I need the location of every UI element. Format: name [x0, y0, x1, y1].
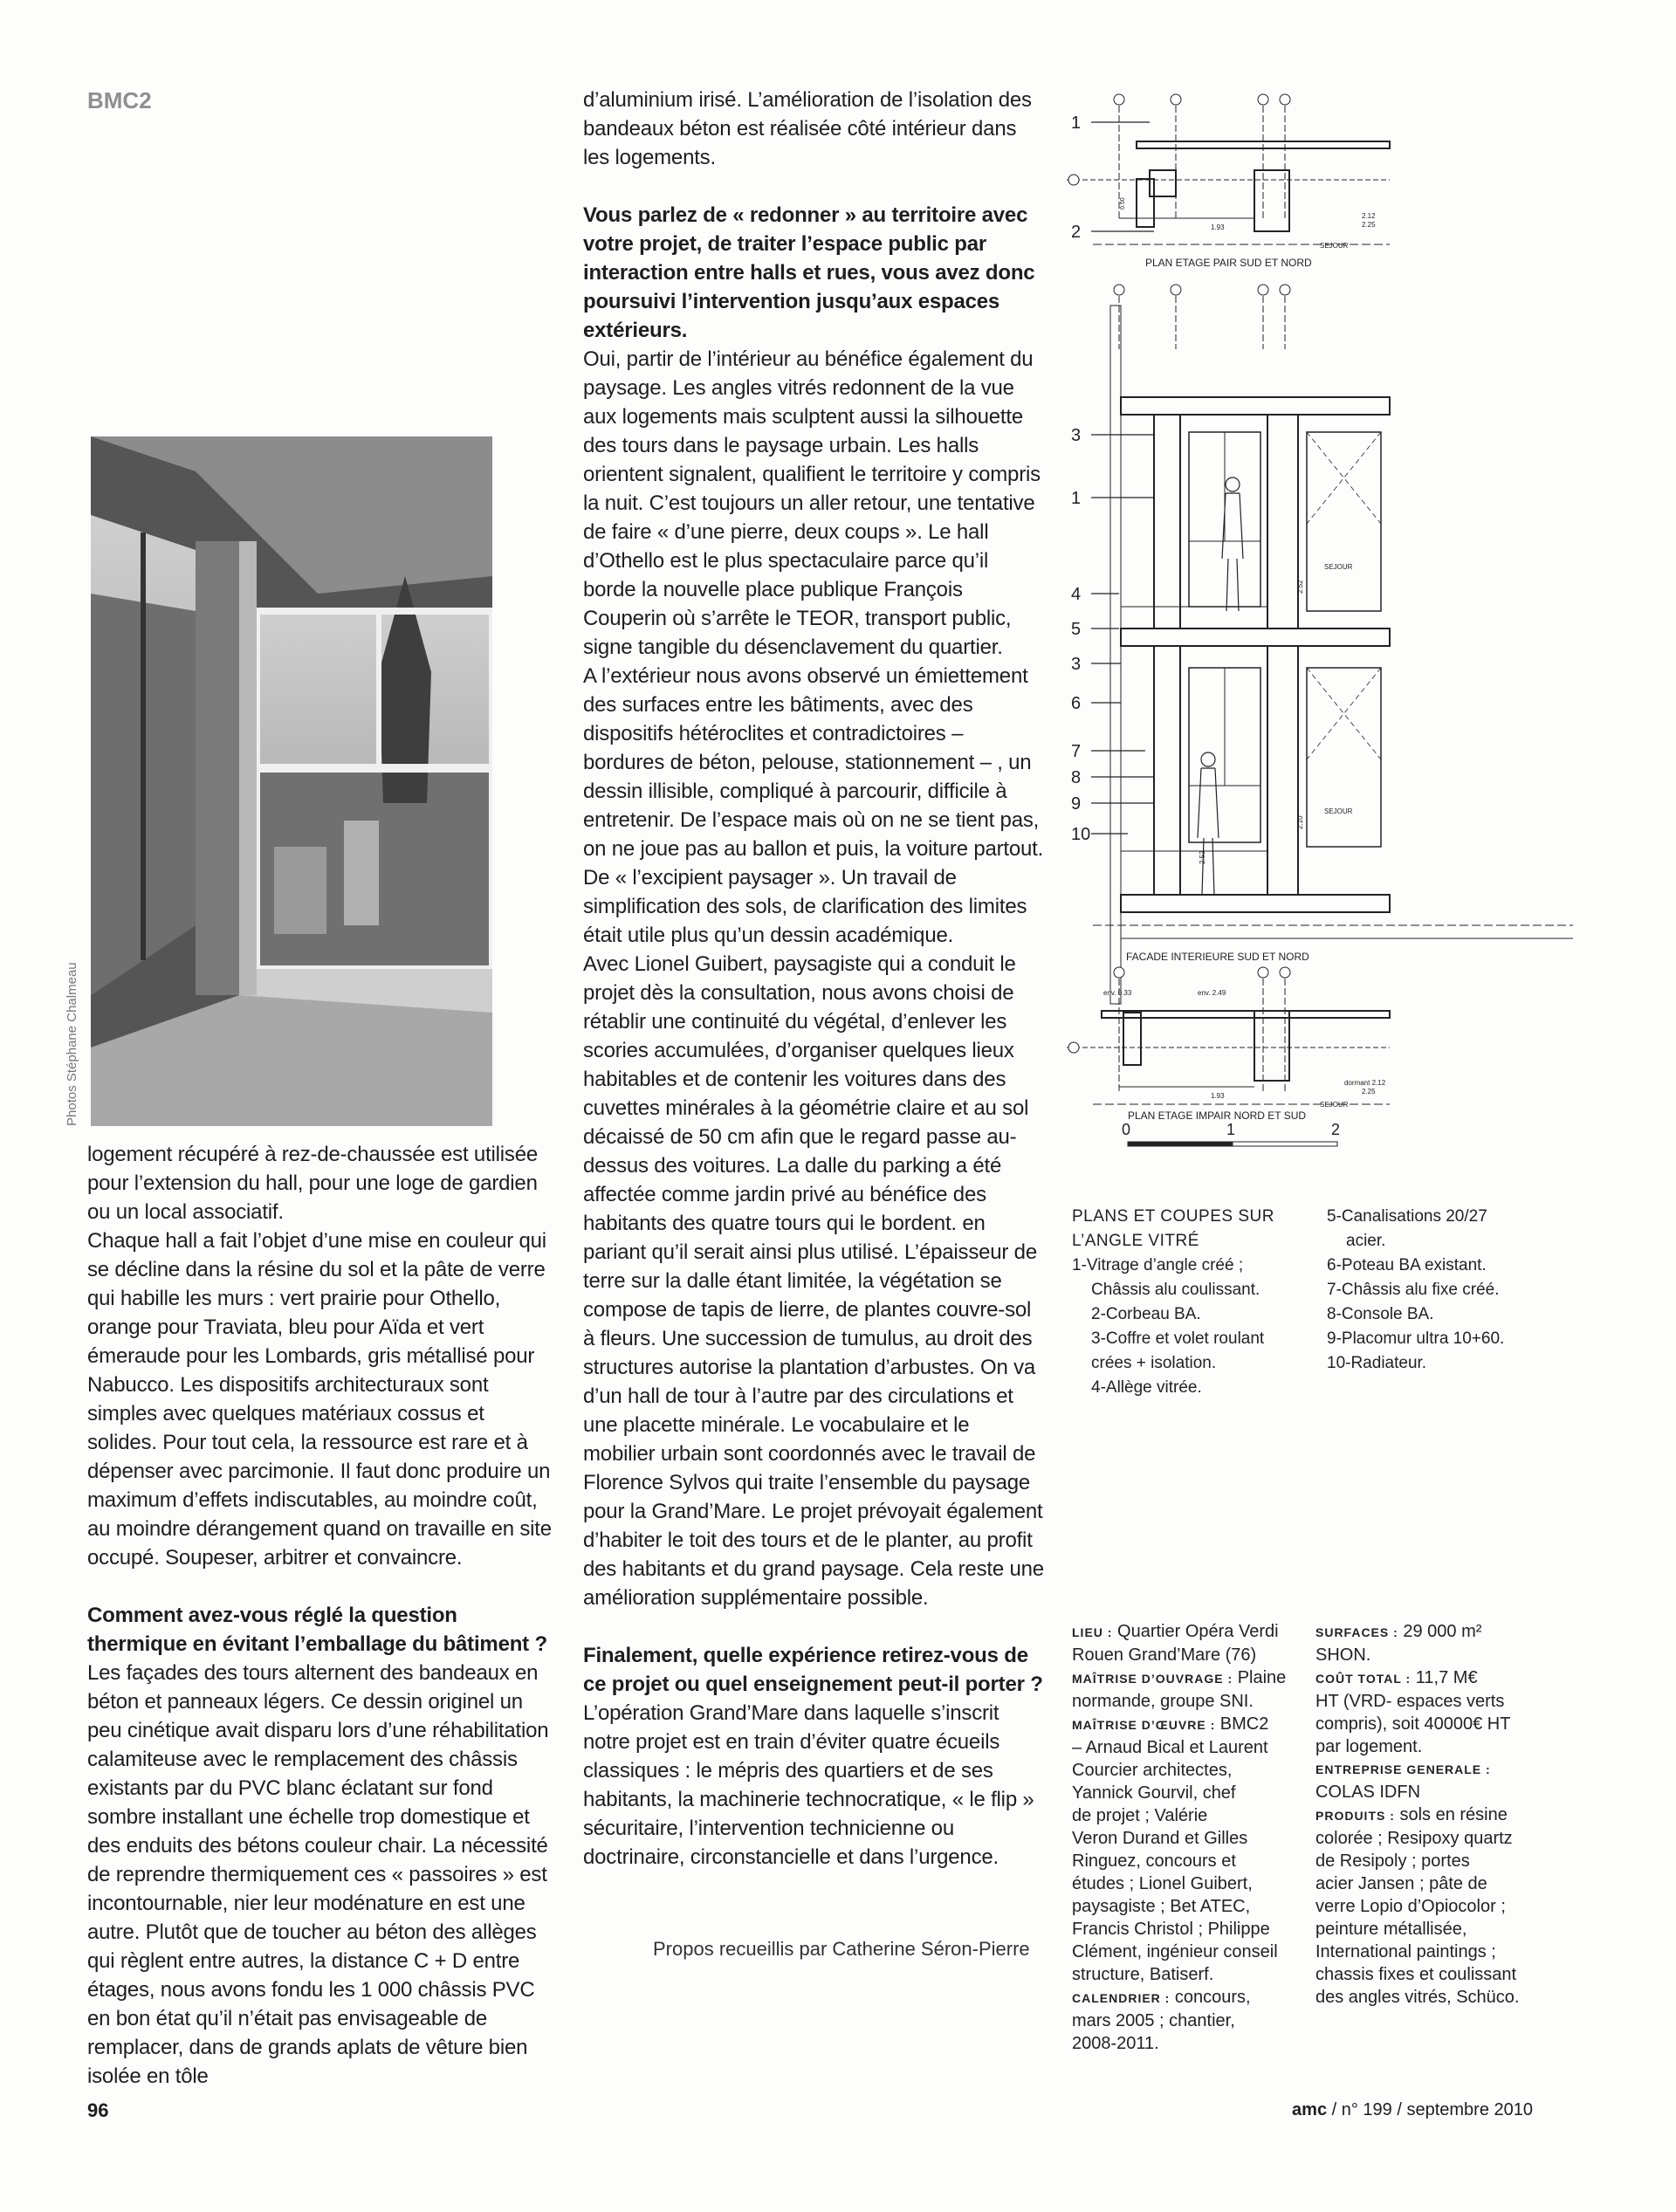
grid-marker [1114, 967, 1124, 978]
moe-1: BMC2 [1219, 1714, 1269, 1734]
surf-2: SHON. [1315, 1645, 1371, 1665]
dim-225b: 2.25 [1362, 1088, 1376, 1096]
architectural-drawings [1067, 87, 1573, 1161]
left-paragraph: Chaque hall a fait l’objet d’une mise en couleur qui se décline dans la résine du sol et la pâte de verre qui habille les murs : vert prairie pour Othello, orange pour Traviata, bleu pour Aïda et vert émeraude pour les Lombards, gris métallisé pour Nabucco. Les dispositifs architecturaux sont simples avec quelques matériaux cossus et solides. Pour tout cela, la ressource est rare et à dépenser avec parcimonie. Il faut donc produire un maximum d’effets indiscutables, au moindre coût, au moindre dérangement quand on travaille en site occupé. Soupeser, arbitrer et convaincre. [87, 1229, 552, 1570]
dim-dormant: dormant 2.12 [1344, 1079, 1386, 1087]
lieu-2: Rouen Grand’Mare (76) [1072, 1645, 1257, 1665]
prod-line: chassis fixes et coulissant [1315, 1965, 1517, 1984]
ent-1: COLAS IDFN [1315, 1783, 1421, 1802]
grid-marker [1280, 285, 1290, 295]
moe-line: Yannick Gourvil, chef [1072, 1783, 1236, 1803]
interior-photo-drawing [91, 436, 492, 1126]
scale-bar [1128, 1142, 1337, 1146]
moe-label: MAÎTRISE D’ŒUVRE : [1072, 1718, 1216, 1732]
grid-marker [1258, 94, 1268, 105]
mid-spacer [583, 172, 1046, 201]
legend-left [1072, 1205, 1274, 1400]
legend-item: 2-Corbeau BA. [1091, 1305, 1201, 1323]
cal-1: concours, [1174, 1988, 1251, 2007]
legend-item: 5-Canalisations 20/27 [1327, 1207, 1487, 1226]
grid-marker [1280, 967, 1290, 978]
mid-paragraph: d’aluminium irisé. L’amélioration de l’isolation des bandeaux béton est réalisée côté intérieur dans les logements. [583, 88, 1032, 169]
moe-line: paysagiste ; Bet ATEC, [1072, 1897, 1251, 1916]
legend-item: 3-Coffre et volet roulant [1091, 1329, 1265, 1348]
plan-pair-title: PLAN ETAGE PAIR SUD ET NORD [1145, 257, 1312, 269]
moe-line: de projet ; Valérie [1072, 1806, 1208, 1825]
legend-item: 9-Placomur ultra 10+60. [1327, 1329, 1505, 1348]
prod-line: acier Jansen ; pâte de [1315, 1874, 1487, 1893]
moe-line: structure, Batiserf. [1072, 1965, 1214, 1984]
mid-spacer [583, 1612, 1046, 1641]
callout-number: 6 [1071, 694, 1082, 713]
dim-193b: 1.93 [1211, 1092, 1225, 1100]
callout-number: 1 [1071, 489, 1082, 508]
callout-number: 2 [1071, 223, 1082, 242]
grid-marker [1258, 967, 1268, 978]
mid-question: Vous parlez de « redonner » au territoire avec votre projet, de traiter l’espace public par interaction entre halls et rues, vous avez donc poursuivi l’intervention jusqu’aux espaces extérieurs. [583, 203, 1035, 342]
grid-marker [1114, 285, 1124, 295]
cal-label: CALENDRIER : [1072, 1991, 1171, 2005]
mid-question: Finalement, quelle expérience retirez-vous de ce projet ou quel enseignement peut-il porter ? [583, 1644, 1043, 1696]
moe-line: Courcier architectes, [1072, 1761, 1233, 1780]
callout-number: 5 [1071, 620, 1082, 639]
magazine-name: amc [1292, 2100, 1328, 2119]
legend-item: 7-Châssis alu fixe créé. [1327, 1281, 1500, 1299]
left-paragraph: Les façades des tours alternent des bandeaux en béton et panneaux légers. Ce dessin originel un peu cinétique avait disparu lors d’une réhabilitation calamiteuse avec le remplacement des châssis existants par du PVC blanc éclatant sur fond sombre installant une échelle trop domestique et des enduits des bétons couleur chair. La nécessité de reprendre thermiquement ces « passoires » est incontournable, nier leur modénature en est une autre. Plutôt que de toucher au béton des allèges qui règlent entre autres, la distance C + D entre étages, nous avons fondu les 1 000 châssis PVC en bon état qu’il n’était pas envisageable de remplacer, dans de grands aplats de vêture bien isolée en tôle [87, 1661, 549, 2088]
left-spacer [87, 1572, 559, 1601]
scale-0: 0 [1122, 1121, 1131, 1138]
room-label-top: SEJOUR [1320, 242, 1349, 250]
legend-item: 4-Allège vitrée. [1091, 1378, 1202, 1397]
moe-line: études ; Lionel Guibert, [1072, 1874, 1253, 1893]
scale-1: 1 [1226, 1121, 1236, 1138]
project-info-right [1315, 1620, 1551, 2009]
facade-section [1093, 286, 1573, 1004]
moe-line: Clément, ingénieur conseil [1072, 1942, 1278, 1961]
legend-title-1: PLANS ET COUPES SUR [1072, 1207, 1274, 1226]
cout-line: HT (VRD- espaces verts [1315, 1692, 1505, 1711]
callout-number: 10 [1071, 825, 1091, 844]
grid-marker [1171, 94, 1181, 105]
section-tag: BMC2 [87, 87, 152, 113]
dim-033: env. 0.33 [1103, 989, 1132, 997]
dim-252b: 2.52 [1296, 580, 1304, 594]
cout-line: par logement. [1315, 1737, 1423, 1756]
mid-paragraph: A l’extérieur nous avons observé un émiettement des surfaces entre les bâtiments, avec des dispositifs hétéroclites et contradictoires – bordures de béton, pelouse, stationnement – , un dessin illisible, compliqué à parcourir, difficile à entretenir. De l’espace mais où on ne se tient pas, on ne joue pas au ballon et puis, la voiture partout. De « l’excipient paysager ». Un travail de simplification des sols, de clarification des limites était utile plus qu’un dessin académique. [583, 664, 1044, 947]
interview-signature: Propos recueillis par Catherine Séron-Pierre [653, 1938, 1030, 1960]
callout-number: 7 [1071, 742, 1082, 761]
dim-050: 0.50 [1120, 197, 1126, 210]
mo-1: Plaine [1237, 1668, 1287, 1687]
cout-line: compris), soit 40000€ HT [1315, 1714, 1511, 1734]
cal-line: 2008-2011. [1072, 2034, 1159, 2053]
cout-1: 11,7 M€ [1415, 1668, 1478, 1687]
prod-1: sols en résine [1399, 1805, 1508, 1824]
plan-impair-title: PLAN ETAGE IMPAIR NORD ET SUD [1128, 1109, 1307, 1122]
surf-label: SURFACES : [1315, 1625, 1398, 1639]
lieu-1: Quartier Opéra Verdi [1117, 1622, 1279, 1641]
grid-marker [1258, 285, 1268, 295]
moe-line: Ringuez, concours et [1072, 1851, 1236, 1871]
middle-text-column [583, 86, 1046, 1872]
legend-item: crées + isolation. [1091, 1354, 1217, 1372]
grid-marker [1068, 1042, 1079, 1053]
prod-line: International paintings ; [1315, 1942, 1496, 1961]
plan-etage-pair [1067, 96, 1390, 244]
grid-marker [1114, 94, 1124, 105]
left-paragraph: logement récupéré à rez-de-chaussée est utilisée pour l’extension du hall, pour une loge de gardien ou un local associatif. [87, 1143, 539, 1224]
page-number: 96 [87, 2099, 109, 2121]
prod-line: peinture métallisée, [1315, 1920, 1467, 1939]
mid-paragraph: Oui, partir de l’intérieur au bénéfice également du paysage. Les angles vitrés redonnent de la vue aux logements mais sculptent aussi la silhouette des tours dans le paysage urbain. Les halls orientent signalent, qualifient le territoire y compris la nuit. C’est toujours un aller retour, une tentative de faire « d’une pierre, deux coups ». Le hall d’Othello est le plus spectaculaire parce qu’il borde la nouvelle place publique François Couperin où s’arrête le TEOR, transport public, signe tangible du désenclavement du quartier. [583, 347, 1041, 659]
project-info-left [1072, 1620, 1308, 2055]
facade-title: FACADE INTERIEURE SUD ET NORD [1126, 951, 1309, 963]
moe-line: – Arnaud Bical et Laurent [1072, 1738, 1268, 1757]
legend-item: 8-Console BA. [1327, 1305, 1434, 1323]
callout-number: 3 [1071, 655, 1082, 674]
grid-marker [1280, 94, 1290, 105]
legend-item: acier. [1346, 1232, 1386, 1250]
prod-label: PRODUITS : [1315, 1809, 1395, 1823]
callout-number: 1 [1071, 113, 1082, 133]
room-label-bottom: SEJOUR [1320, 1101, 1349, 1109]
dim-225: 2.25 [1362, 221, 1376, 229]
left-text-column [87, 1140, 559, 2091]
legend-item: 10-Radiateur. [1327, 1354, 1427, 1372]
prod-line: de Resipoly ; portes [1315, 1851, 1470, 1871]
legend-item: 6-Poteau BA existant. [1327, 1256, 1487, 1274]
room-label-mid: SEJOUR [1324, 563, 1353, 571]
grid-marker [1068, 175, 1079, 185]
mid-paragraph: Avec Lionel Guibert, paysagiste qui a conduit le projet dès la consultation, nous avons choisi de rétablir une continuité du végétal, d’enlever les scories accumulées, d’organiser quelques lieux habitables et de contenir les voitures dans des cuvettes minérales à la géométrie claire et au sol décaissé de 50 cm afin que le regard passe au-dessus des voitures. La dalle du parking a été affectée comme jardin privé au bénéfice des habitants des quatre tours qui le bordent. en pariant qu’il serait ainsi plus utilisé. L’épaisseur de terre sur la dalle étant limitée, la végétation se compose de tapis de lierre, de plantes couvre-sol à fleurs. Une succession de tumulus, au droit des structures autorise la plantation d’arbustes. On va d’un hall de tour à l’autre par des circulations et une placette minérale. Le vocabulaire et le mobilier urbain sont coordonnés avec le travail de Florence Sylvos qui traite l’ensemble du paysage pour la Grand’Mare. Le projet prévoyait également d’habiter le toit des tours et de le planter, au profit des habitants et du grand paysage. Cela reste une amélioration supplémentaire possible. [583, 952, 1044, 1610]
moe-line: Francis Christol ; Philippe [1072, 1920, 1270, 1939]
dim-212: 2.12 [1362, 212, 1376, 220]
lieu-label: LIEU : [1072, 1625, 1113, 1639]
mid-paragraph: L’opération Grand’Mare dans laquelle s’inscrit notre projet est en train d’éviter quatre écueils classiques : le mépris des quartiers et de ses habitants, la machinerie technocratique, « le flip » sécuritaire, l’intervention technicienne ou doctrinaire, circonstancielle et dans l’urgence. [583, 1701, 1034, 1869]
moe-line: Veron Durand et Gilles [1072, 1829, 1248, 1848]
dim-193: 1.93 [1211, 223, 1225, 231]
legend-right [1327, 1205, 1504, 1376]
ent-label: ENTREPRISE GENERALE : [1315, 1762, 1491, 1776]
prod-line: verre Lopio d’Opiocolor ; [1315, 1897, 1506, 1916]
cout-label: COÛT TOTAL : [1315, 1672, 1412, 1686]
issue-info: / n° 199 / septembre 2010 [1331, 2100, 1533, 2119]
callouts [1071, 113, 1154, 844]
callout-number: 8 [1071, 768, 1082, 787]
callout-number: 9 [1071, 794, 1082, 814]
mo-2: normande, groupe SNI. [1072, 1692, 1254, 1711]
interior-photo [91, 436, 492, 1126]
dim-249: env. 2.49 [1198, 989, 1226, 997]
surf-1: 29 000 m² [1403, 1622, 1482, 1641]
dim-210: 2.10 [1296, 815, 1304, 829]
magazine-footer [1292, 2100, 1533, 2120]
dim-252: 2.52 [1199, 850, 1206, 864]
legend-title-2: L’ANGLE VITRÉ [1072, 1232, 1199, 1250]
scale-2: 2 [1331, 1121, 1341, 1138]
prod-line: des angles vitrés, Schüco. [1315, 1988, 1520, 2007]
grid-marker [1171, 285, 1181, 295]
photo-credit: Photos Stéphane Chalmeau [65, 962, 79, 1126]
cal-line: mars 2005 ; chantier, [1072, 2011, 1235, 2030]
prod-line: colorée ; Resipoxy quartz [1315, 1829, 1513, 1848]
legend-item: Châssis alu coulissant. [1091, 1281, 1260, 1299]
mo-label: MAÎTRISE D’OUVRAGE : [1072, 1672, 1233, 1686]
callout-number: 3 [1071, 426, 1082, 445]
room-label-low: SEJOUR [1324, 807, 1353, 815]
legend-item: 1-Vitrage d’angle créé ; [1072, 1256, 1244, 1274]
callout-number: 4 [1071, 585, 1082, 604]
left-question: Comment avez-vous réglé la question thermique en évitant l’emballage du bâtiment ? [87, 1604, 547, 1656]
